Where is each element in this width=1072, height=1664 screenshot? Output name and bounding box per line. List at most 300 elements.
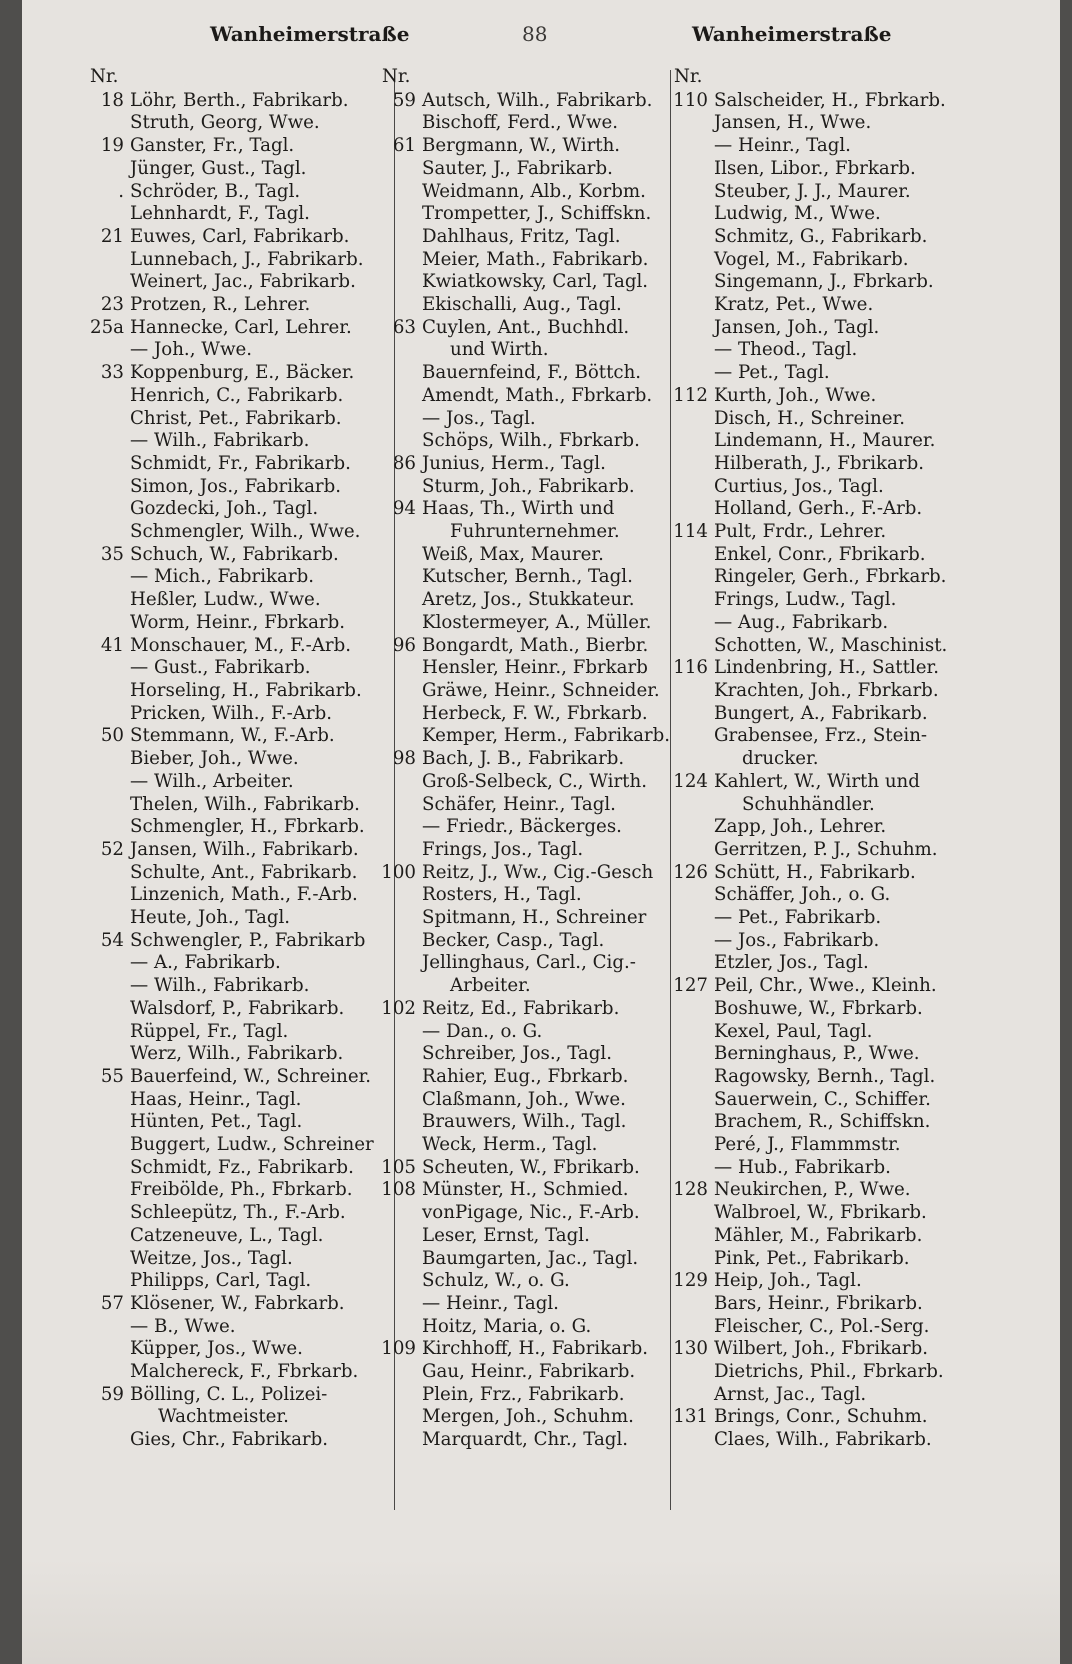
directory-entry bbox=[380, 1134, 682, 1157]
directory-entry bbox=[88, 862, 398, 885]
directory-entry bbox=[380, 249, 682, 272]
entry-text: Jansen, H., Wwe. bbox=[714, 112, 872, 134]
directory-entry bbox=[672, 725, 992, 748]
entry-text: Amendt, Math., Fbrkarb. bbox=[422, 384, 653, 406]
directory-entry bbox=[672, 430, 992, 453]
house-number: 35 bbox=[100, 543, 124, 565]
directory-entry bbox=[380, 680, 682, 703]
column-heading: Nr. bbox=[674, 66, 703, 87]
directory-entry bbox=[88, 1429, 398, 1452]
entry-text: Junius, Herm., Tagl. bbox=[422, 452, 606, 474]
entry-text: Claes, Wilh., Fabrikarb. bbox=[714, 1429, 932, 1451]
directory-entry bbox=[88, 1293, 398, 1316]
entry-text: Kirchhoff, H., Fabrikarb. bbox=[422, 1338, 649, 1360]
directory-entry bbox=[380, 498, 682, 521]
entry-text: drucker. bbox=[742, 748, 819, 770]
entry-text: — Dan., o. G. bbox=[422, 1020, 543, 1042]
entry-text: Curtius, Jos., Tagl. bbox=[714, 475, 884, 497]
entry-text: Peré, J., Flammmstr. bbox=[714, 1134, 901, 1156]
directory-entry bbox=[672, 453, 992, 476]
directory-entry bbox=[672, 1248, 992, 1271]
column-2 bbox=[380, 66, 682, 1452]
directory-entry bbox=[672, 158, 992, 181]
entry-text: vonPigage, Nic., F.-Arb. bbox=[422, 1202, 640, 1224]
directory-entry bbox=[88, 930, 398, 953]
entry-text: Sauter, J., Fabrikarb. bbox=[422, 157, 613, 179]
directory-entry bbox=[380, 181, 682, 204]
directory-entry bbox=[88, 158, 398, 181]
house-number: 59 bbox=[100, 1383, 124, 1405]
house-number: 57 bbox=[100, 1292, 124, 1314]
directory-entry bbox=[380, 1429, 682, 1452]
directory-entry bbox=[88, 680, 398, 703]
entry-text: Ringeler, Gerh., Fbrkarb. bbox=[714, 566, 947, 588]
directory-entry bbox=[88, 1134, 398, 1157]
directory-entry bbox=[380, 158, 682, 181]
entry-text: Haas, Th., Wirth und bbox=[422, 498, 615, 520]
entry-text: Klostermeyer, A., Müller. bbox=[422, 611, 652, 633]
directory-entry bbox=[88, 226, 398, 249]
directory-entry bbox=[380, 1316, 682, 1339]
directory-entry bbox=[88, 794, 398, 817]
directory-entry bbox=[672, 1089, 992, 1112]
house-number: 126 bbox=[673, 861, 708, 883]
entry-text: Pricken, Wilh., F.-Arb. bbox=[130, 702, 333, 724]
directory-entry bbox=[672, 1021, 992, 1044]
house-number: 114 bbox=[673, 521, 708, 543]
entry-text: Werz, Wilh., Fabrikarb. bbox=[130, 1043, 344, 1065]
entry-text: Ilsen, Libor., Fbrkarb. bbox=[714, 157, 916, 179]
entry-text: Becker, Casp., Tagl. bbox=[422, 929, 605, 951]
directory-entry bbox=[88, 952, 398, 975]
house-number: 41 bbox=[100, 634, 124, 656]
entry-text: Plein, Frz., Fabrikarb. bbox=[422, 1383, 625, 1405]
entry-text: Rahier, Eug., Fbrkarb. bbox=[422, 1065, 629, 1087]
house-number: 21 bbox=[100, 225, 124, 247]
entry-text: Weiß, Max, Maurer. bbox=[422, 543, 604, 565]
house-number: 131 bbox=[673, 1406, 708, 1428]
directory-entry bbox=[380, 952, 682, 975]
entry-text: Schulz, W., o. G. bbox=[422, 1270, 570, 1292]
entry-text: Enkel, Conr., Fbrikarb. bbox=[714, 543, 926, 565]
directory-entry bbox=[672, 112, 992, 135]
entry-text: — Aug., Fabrikarb. bbox=[714, 611, 889, 633]
directory-entry bbox=[88, 884, 398, 907]
directory-entry bbox=[88, 1089, 398, 1112]
directory-entry bbox=[672, 1225, 992, 1248]
entry-text: Boshuwe, W., Fbrkarb. bbox=[714, 997, 923, 1019]
directory-entry bbox=[88, 1384, 398, 1407]
entry-text: — Jos., Tagl. bbox=[422, 407, 536, 429]
entry-text: Bungert, A., Fabrikarb. bbox=[714, 702, 928, 724]
entry-text: Simon, Jos., Fabrikarb. bbox=[130, 475, 342, 497]
directory-entry bbox=[380, 1043, 682, 1066]
entry-text: Gerritzen, P. J., Schuhm. bbox=[714, 838, 938, 860]
entry-text: Holland, Gerh., F.-Arb. bbox=[714, 498, 923, 520]
entry-text: — Wilh., Fabrikarb. bbox=[130, 430, 310, 452]
directory-entry bbox=[672, 635, 992, 658]
directory-entry bbox=[672, 544, 992, 567]
directory-entry bbox=[672, 362, 992, 385]
entry-text: Brachem, R., Schiffskn. bbox=[714, 1111, 931, 1133]
directory-entry bbox=[88, 1021, 398, 1044]
directory-entry bbox=[380, 635, 682, 658]
directory-entry bbox=[380, 453, 682, 476]
house-number: 18 bbox=[100, 89, 124, 111]
entry-text: Ludwig, M., Wwe. bbox=[714, 203, 881, 225]
entry-text: Lindemann, H., Maurer. bbox=[714, 430, 936, 452]
entry-text: Schuch, W., Fabrikarb. bbox=[130, 543, 339, 565]
house-number: 23 bbox=[100, 294, 124, 316]
entry-text: Gau, Heinr., Fabrikarb. bbox=[422, 1361, 636, 1383]
column-heading: Nr. bbox=[90, 66, 119, 87]
house-number: 129 bbox=[673, 1270, 708, 1292]
entry-text: Heip, Joh., Tagl. bbox=[714, 1270, 862, 1292]
entry-text: Fleischer, C., Pol.-Serg. bbox=[714, 1315, 930, 1337]
directory-entry bbox=[380, 1021, 682, 1044]
house-number: 52 bbox=[100, 838, 124, 860]
directory-entry bbox=[380, 794, 682, 817]
entry-text: Bergmann, W., Wirth. bbox=[422, 135, 621, 157]
entry-text: Linzenich, Math., F.-Arb. bbox=[130, 884, 358, 906]
entry-text: Buggert, Ludw., Schreiner bbox=[130, 1134, 374, 1156]
entry-text: Autsch, Wilh., Fabrikarb. bbox=[422, 89, 653, 111]
directory-entry bbox=[88, 1111, 398, 1134]
entry-text: Weinert, Jac., Fabrikarb. bbox=[130, 271, 356, 293]
entry-text: Bongardt, Math., Bierbr. bbox=[422, 634, 649, 656]
directory-entry bbox=[88, 612, 398, 635]
entry-text: Bischoff, Ferd., Wwe. bbox=[422, 112, 619, 134]
entry-text: Cuylen, Ant., Buchhdl. bbox=[422, 316, 630, 338]
entry-text: Peil, Chr., Wwe., Kleinh. bbox=[714, 975, 937, 997]
directory-entry bbox=[672, 680, 992, 703]
directory-entry bbox=[672, 339, 992, 362]
directory-entry bbox=[380, 930, 682, 953]
directory-entry bbox=[88, 748, 398, 771]
entry-text: — Pet., Fabrikarb. bbox=[714, 907, 882, 929]
entry-text: Scheuten, W., Fbrikarb. bbox=[422, 1156, 640, 1178]
entry-text: Trompetter, J., Schiffskn. bbox=[422, 203, 652, 225]
directory-entry bbox=[380, 657, 682, 680]
directory-entry bbox=[88, 362, 398, 385]
entry-text: Ragowsky, Bernh., Tagl. bbox=[714, 1065, 936, 1087]
entry-text: Hannecke, Carl, Lehrer. bbox=[130, 316, 352, 338]
entry-text: Schöps, Wilh., Fbrkarb. bbox=[422, 430, 640, 452]
directory-entry bbox=[380, 112, 682, 135]
entry-text: Berninghaus, P., Wwe. bbox=[714, 1043, 920, 1065]
column-1 bbox=[88, 66, 398, 1452]
directory-entry bbox=[88, 385, 398, 408]
entry-text: Münster, H., Schmied. bbox=[422, 1179, 629, 1201]
directory-entry bbox=[672, 566, 992, 589]
directory-entry bbox=[88, 725, 398, 748]
entry-text: Wachtmeister. bbox=[158, 1406, 289, 1428]
entry-text: Kahlert, W., Wirth und bbox=[714, 770, 920, 792]
directory-entry bbox=[672, 1316, 992, 1339]
directory-entry bbox=[88, 1202, 398, 1225]
directory-entry bbox=[88, 1179, 398, 1202]
page-number: 88 bbox=[522, 22, 548, 46]
entry-text: Dahlhaus, Fritz, Tagl. bbox=[422, 225, 621, 247]
directory-entry bbox=[380, 998, 682, 1021]
directory-entry bbox=[380, 430, 682, 453]
house-number: 50 bbox=[100, 725, 124, 747]
directory-entry bbox=[380, 339, 682, 362]
entry-text: Groß-Selbeck, C., Wirth. bbox=[422, 770, 647, 792]
entry-text: Claßmann, Joh., Wwe. bbox=[422, 1088, 626, 1110]
directory-entry bbox=[672, 589, 992, 612]
entry-text: Stemmann, W., F.-Arb. bbox=[130, 725, 335, 747]
directory-entry bbox=[672, 884, 992, 907]
directory-entry bbox=[380, 317, 682, 340]
directory-entry bbox=[672, 907, 992, 930]
entry-text: Rosters, H., Tagl. bbox=[422, 884, 582, 906]
house-number: 86 bbox=[392, 452, 416, 474]
directory-entry bbox=[380, 135, 682, 158]
entry-text: Jellinghaus, Carl., Cig.- bbox=[422, 952, 636, 974]
directory-entry bbox=[672, 794, 992, 817]
entry-text: Schröder, B., Tagl. bbox=[130, 180, 301, 202]
entry-text: Singemann, J., Fbrkarb. bbox=[714, 271, 934, 293]
directory-entry bbox=[672, 181, 992, 204]
entry-text: Schäffer, Joh., o. G. bbox=[714, 884, 891, 906]
entry-text: Kwiatkowsky, Carl, Tagl. bbox=[422, 271, 649, 293]
entry-text: Sturm, Joh., Fabrikarb. bbox=[422, 475, 635, 497]
house-number: 127 bbox=[673, 975, 708, 997]
entry-text: Kutscher, Bernh., Tagl. bbox=[422, 566, 633, 588]
directory-entry bbox=[672, 1361, 992, 1384]
house-number: 98 bbox=[392, 748, 416, 770]
entry-text: Meier, Math., Fabrikarb. bbox=[422, 248, 649, 270]
directory-entry bbox=[672, 839, 992, 862]
house-number: 100 bbox=[381, 861, 416, 883]
entry-text: Fuhrunternehmer. bbox=[450, 521, 620, 543]
directory-entry bbox=[672, 930, 992, 953]
directory-entry bbox=[380, 385, 682, 408]
entry-text: Schmidt, Fz., Fabrikarb. bbox=[130, 1156, 354, 1178]
directory-entry bbox=[380, 1202, 682, 1225]
directory-entry bbox=[88, 1248, 398, 1271]
directory-entry bbox=[672, 1338, 992, 1361]
entry-text: Schmidt, Fr., Fabrikarb. bbox=[130, 452, 351, 474]
directory-entry bbox=[380, 294, 682, 317]
directory-entry bbox=[672, 657, 992, 680]
entry-text: Hoitz, Maria, o. G. bbox=[422, 1315, 592, 1337]
directory-entry bbox=[88, 975, 398, 998]
directory-entry bbox=[380, 544, 682, 567]
entry-text: Weitze, Jos., Tagl. bbox=[130, 1247, 293, 1269]
entry-text: Heute, Joh., Tagl. bbox=[130, 907, 291, 929]
entry-text: Hünten, Pet., Tagl. bbox=[130, 1111, 303, 1133]
entry-text: Freibölde, Ph., Fbrkarb. bbox=[130, 1179, 353, 1201]
entry-text: Koppenburg, E., Bäcker. bbox=[130, 362, 355, 384]
entry-text: Zapp, Joh., Lehrer. bbox=[714, 816, 887, 838]
directory-entry bbox=[672, 294, 992, 317]
entry-text: — A., Fabrikarb. bbox=[130, 952, 281, 974]
entry-text: Horseling, H., Fabrikarb. bbox=[130, 679, 362, 701]
directory-entry bbox=[380, 748, 682, 771]
entry-text: Schuhhändler. bbox=[742, 793, 875, 815]
entry-text: — Heinr., Tagl. bbox=[422, 1292, 559, 1314]
entry-text: Jünger, Gust., Tagl. bbox=[130, 157, 307, 179]
entry-text: Arnst, Jac., Tagl. bbox=[714, 1383, 867, 1405]
entry-text: — Wilh., Arbeiter. bbox=[130, 770, 294, 792]
entry-text: Bauerfeind, W., Schreiner. bbox=[130, 1065, 372, 1087]
entry-text: — Jos., Fabrikarb. bbox=[714, 929, 880, 951]
entry-text: Küpper, Jos., Wwe. bbox=[130, 1338, 303, 1360]
directory-entry bbox=[672, 1157, 992, 1180]
directory-entry bbox=[88, 998, 398, 1021]
entry-text: Salscheider, H., Fbrkarb. bbox=[714, 89, 946, 111]
entry-text: Christ, Pet., Fabrikarb. bbox=[130, 407, 342, 429]
directory-entry bbox=[380, 1384, 682, 1407]
directory-entry bbox=[88, 249, 398, 272]
entry-text: — Wilh., Fabrikarb. bbox=[130, 975, 310, 997]
entry-text: Reitz, J., Ww., Cig.-Gesch bbox=[422, 861, 654, 883]
directory-entry bbox=[380, 884, 682, 907]
column-heading: Nr. bbox=[382, 66, 411, 87]
entry-text: Aretz, Jos., Stukkateur. bbox=[422, 589, 635, 611]
house-number: 116 bbox=[673, 657, 708, 679]
entry-text: Spitmann, H., Schreiner bbox=[422, 907, 647, 929]
directory-entry bbox=[88, 907, 398, 930]
house-number: 110 bbox=[673, 89, 708, 111]
entry-text: — Theod., Tagl. bbox=[714, 339, 858, 361]
entry-text: Thelen, Wilh., Fabrikarb. bbox=[130, 793, 360, 815]
directory-entry bbox=[380, 907, 682, 930]
directory-entry bbox=[380, 589, 682, 612]
directory-entry bbox=[380, 1179, 682, 1202]
directory-entry bbox=[88, 657, 398, 680]
directory-entry bbox=[88, 816, 398, 839]
house-number: 96 bbox=[392, 634, 416, 656]
directory-entry bbox=[88, 294, 398, 317]
directory-entry bbox=[88, 589, 398, 612]
column-divider bbox=[670, 70, 671, 1510]
entry-text: Schulte, Ant., Fabrikarb. bbox=[130, 861, 358, 883]
entry-text: Brauwers, Wilh., Tagl. bbox=[422, 1111, 627, 1133]
entry-text: — Heinr., Tagl. bbox=[714, 135, 851, 157]
entry-text: Schleepütz, Th., F.-Arb. bbox=[130, 1202, 346, 1224]
directory-entry bbox=[672, 612, 992, 635]
entry-text: Gräwe, Heinr., Schneider. bbox=[422, 679, 660, 701]
directory-entry bbox=[672, 862, 992, 885]
entry-text: Kemper, Herm., Fabrikarb. bbox=[422, 725, 671, 747]
directory-entry bbox=[672, 1043, 992, 1066]
house-number: 61 bbox=[392, 135, 416, 157]
entry-text: Kexel, Paul, Tagl. bbox=[714, 1020, 873, 1042]
entry-text: Schmengler, H., Fbrkarb. bbox=[130, 816, 365, 838]
directory-entry bbox=[380, 271, 682, 294]
entry-text: Mergen, Joh., Schuhm. bbox=[422, 1406, 634, 1428]
running-head-right: Wanheimerstraße bbox=[692, 22, 892, 46]
directory-entry bbox=[88, 498, 398, 521]
directory-entry bbox=[672, 771, 992, 794]
entry-text: Schotten, W., Maschinist. bbox=[714, 634, 948, 656]
directory-entry bbox=[672, 135, 992, 158]
entry-text: Rüppel, Fr., Tagl. bbox=[130, 1020, 289, 1042]
directory-page bbox=[22, 0, 1060, 1664]
entry-text: Ganster, Fr., Tagl. bbox=[130, 135, 295, 157]
directory-entry bbox=[88, 135, 398, 158]
entry-text: Weck, Herm., Tagl. bbox=[422, 1134, 598, 1156]
entry-text: Steuber, J. J., Maurer. bbox=[714, 180, 911, 202]
directory-entry bbox=[88, 1043, 398, 1066]
directory-entry bbox=[672, 975, 992, 998]
directory-entry bbox=[672, 998, 992, 1021]
entry-text: Schütt, H., Fabrikarb. bbox=[714, 861, 916, 883]
directory-entry bbox=[380, 703, 682, 726]
entry-text: Hensler, Heinr., Fbrkarb bbox=[422, 657, 648, 679]
directory-entry bbox=[672, 1066, 992, 1089]
directory-entry bbox=[380, 1406, 682, 1429]
directory-entry bbox=[380, 725, 682, 748]
house-number: 124 bbox=[673, 770, 708, 792]
entry-text: Herbeck, F. W., Fbrkarb. bbox=[422, 702, 648, 724]
house-number: 94 bbox=[392, 498, 416, 520]
directory-entry bbox=[672, 271, 992, 294]
directory-entry bbox=[380, 226, 682, 249]
directory-entry bbox=[672, 90, 992, 113]
directory-entry bbox=[380, 862, 682, 885]
directory-entry bbox=[672, 1111, 992, 1134]
entry-text: Pult, Frdr., Lehrer. bbox=[714, 521, 887, 543]
directory-entry bbox=[88, 90, 398, 113]
directory-entry bbox=[88, 408, 398, 431]
directory-entry bbox=[672, 317, 992, 340]
entry-text: Bölling, C. L., Polizei- bbox=[130, 1383, 328, 1405]
directory-entry bbox=[380, 566, 682, 589]
entry-text: Euwes, Carl, Fabrikarb. bbox=[130, 225, 350, 247]
directory-entry bbox=[88, 1157, 398, 1180]
entry-text: Worm, Heinr., Fbrkarb. bbox=[130, 611, 346, 633]
entry-text: — Pet., Tagl. bbox=[714, 362, 830, 384]
directory-entry bbox=[672, 1384, 992, 1407]
entry-text: Wilbert, Joh., Fbrikarb. bbox=[714, 1338, 929, 1360]
entry-text: Bach, J. B., Fabrikarb. bbox=[422, 748, 625, 770]
directory-entry bbox=[380, 521, 682, 544]
directory-entry bbox=[88, 566, 398, 589]
directory-entry bbox=[88, 181, 398, 204]
entry-text: Grabensee, Frz., Stein- bbox=[714, 725, 928, 747]
directory-entry bbox=[672, 1406, 992, 1429]
entry-text: Schreiber, Jos., Tagl. bbox=[422, 1043, 613, 1065]
house-number: 108 bbox=[381, 1179, 416, 1201]
entry-text: Neukirchen, P., Wwe. bbox=[714, 1179, 911, 1201]
entry-text: — Mich., Fabrikarb. bbox=[130, 566, 315, 588]
directory-entry bbox=[88, 703, 398, 726]
directory-entry bbox=[672, 498, 992, 521]
directory-entry bbox=[380, 1248, 682, 1271]
directory-entry bbox=[88, 430, 398, 453]
entry-text: Löhr, Berth., Fabrikarb. bbox=[130, 89, 349, 111]
entry-text: Mähler, M., Fabrikarb. bbox=[714, 1224, 923, 1246]
house-number: 25a bbox=[90, 316, 124, 338]
directory-entry bbox=[380, 1066, 682, 1089]
house-number: 33 bbox=[100, 362, 124, 384]
entry-text: Ekischalli, Aug., Tagl. bbox=[422, 294, 622, 316]
directory-entry bbox=[88, 635, 398, 658]
directory-entry bbox=[672, 385, 992, 408]
entry-text: Jansen, Joh., Tagl. bbox=[714, 316, 880, 338]
entry-text: Kurth, Joh., Wwe. bbox=[714, 384, 877, 406]
entry-text: Pink, Pet., Fabrikarb. bbox=[714, 1247, 910, 1269]
entry-text: Frings, Jos., Tagl. bbox=[422, 838, 584, 860]
directory-entry bbox=[88, 771, 398, 794]
directory-entry bbox=[88, 1225, 398, 1248]
directory-entry bbox=[672, 703, 992, 726]
directory-entry bbox=[88, 271, 398, 294]
